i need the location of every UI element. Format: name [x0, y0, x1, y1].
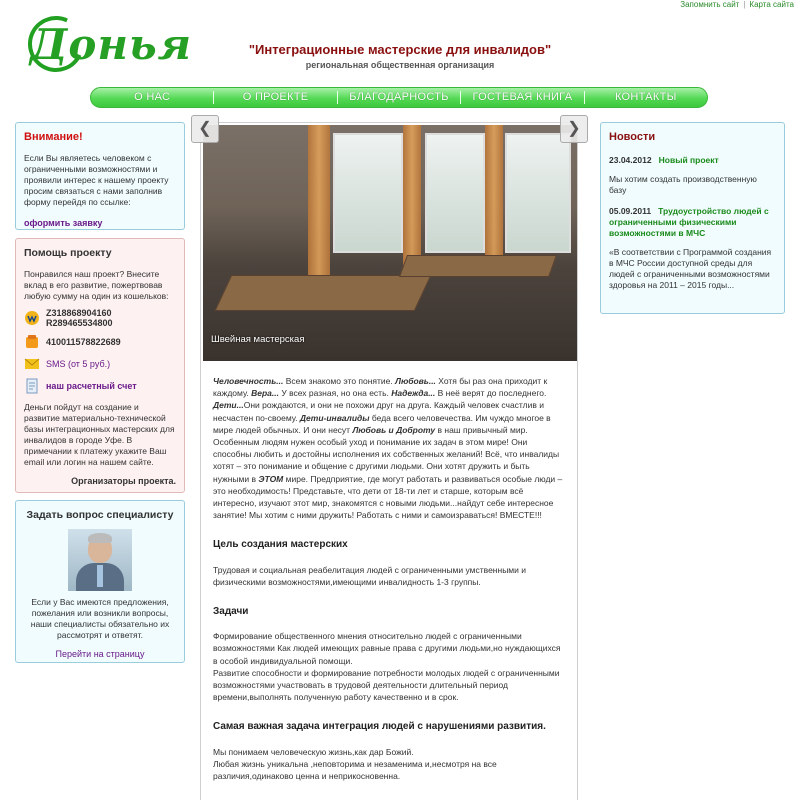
news-item	[609, 155, 776, 196]
wallet-z: Z318868904160	[46, 308, 112, 318]
sitemap-link[interactable]: Карта сайта	[749, 0, 794, 9]
goal-heading: Цель создания мастерских	[213, 539, 348, 551]
news-panel	[600, 122, 785, 314]
tasks-text: Развитие способности и формирование потребности молодых людей с ограниченными возможностями участвовать в трудовой деятельности длительный период времени,выполнять полученную работу качественно и в срок.	[213, 667, 560, 703]
news-title-link[interactable]: Новый проект	[658, 155, 719, 165]
menu-item-project[interactable]: О ПРОЕКТЕ	[242, 91, 309, 103]
account-link[interactable]: наш расчетный счет	[46, 381, 137, 391]
ask-specialist-panel	[15, 500, 185, 663]
intro-paragraph: Человечность... Всем знакомо это понятие. Любовь... Хотя бы раз она приходит к каждому. Вера... У всех разная, но она есть. Надежда... В неё верят до последнего. Дети...Они рождаются, и они не похожи друг на друга. Каждый человек счастлив и несчастен по-своему. Дети-инвалиды беда всего человечества. Им чуждо многое в мире людей обычных. И они несут Любовь и Доброту в наш привычный мир. Особенным людям нужен особый уход и понимание их задач в этом мире! Они способны любить и достойны исполнения их собственных желаний! Всё, что инвалиды хотят – это понимание и общение с другими людьми. Они хотят дружить и быть нужными в ЭТОМ мире. Предприятие, где могут работать и развиваться особые люди – это необходимость! Представьте, что дети от 18-ти лет и старше, которым всё интересно, изучают этот мир, знакомятся с новыми людьми...найдут себе интересное занятие! Мы хотим с ними дружить! Работать с ними и самоизраваться! ВМЕСТЕ!!!	[213, 376, 563, 521]
ask-text: Если у Вас имеются предложения, пожелания или возникли вопросы, наши специалисты обязательно их рассмотрят и ответят.	[30, 597, 170, 640]
slide-caption: Швейная мастерская	[211, 334, 305, 345]
curtain	[485, 125, 503, 275]
news-title-link[interactable]: Трудоустройство людей с ограниченными физическими возможностями в МЧС	[609, 206, 769, 238]
tasks-heading: Задачи	[213, 606, 249, 618]
main-task-heading: Самая важная задача интеграция людей с нарушениями развития.	[213, 721, 546, 733]
goal-text: Трудовая и социальная реабелитация людей с ограниченными умственными и физическими возможностями,имеющими инвалидность 1-3 группы.	[213, 564, 527, 587]
curtain	[403, 125, 421, 275]
ask-title: Задать вопрос специалисту	[26, 509, 174, 521]
tasks-text: Формирование общественного мнения относительно людей с ограниченными возможностями Как людей имеющих равные права с другими людьми,но нуждающихся в особой индивидуальной помощи.	[213, 631, 561, 666]
apply-link[interactable]: оформить заявку	[24, 218, 103, 228]
news-date: 05.09.2011	[609, 206, 652, 216]
help-note: Деньги пойдут на создание и развитие материально-технической базы интеграционных мастерских для инвалидов в городе Уфе. В примечании к платежу укажите Ваш email или логин на нашем сайте.	[24, 402, 175, 467]
window	[505, 133, 571, 253]
sms-icon	[24, 356, 40, 372]
slider-prev-button[interactable]: ❮	[191, 115, 219, 143]
main-content	[200, 122, 578, 800]
news-text: Мы хотим создать производственную базу	[609, 174, 757, 195]
news-text: «В соответствии с Программой создания в МЧС России доступной среды для людей с ограниченными возможностями здоровья на 2011 – 2015 годы...	[609, 247, 772, 290]
news-date: 23.04.2012	[609, 155, 652, 165]
ask-page-link[interactable]: Перейти на страницу	[55, 649, 145, 659]
site-header	[200, 42, 600, 70]
main-task-text: Мы понимаем человеческую жизнь,как дар Божий.	[213, 746, 414, 757]
help-signature: Организаторы проекта.	[71, 476, 176, 486]
wallet-webmoney	[24, 308, 176, 328]
wallet-yandex-number: 410011578822689	[46, 337, 121, 347]
workshop-table	[399, 255, 557, 277]
news-item	[609, 206, 776, 291]
document-icon	[24, 378, 40, 394]
logo-text: Донья	[30, 20, 193, 69]
wallet-sms	[24, 356, 176, 372]
news-heading: Новости	[609, 131, 656, 143]
main-task-text: Любая жизнь уникальна ,неповторима и незаменима и,несмотря на все различия,одинаково ценна и неприкосновенна.	[213, 758, 497, 782]
image-slider	[203, 125, 577, 361]
top-links-separator: |	[743, 0, 746, 9]
wallet-r: R289465534800	[46, 318, 113, 328]
wallet-account	[24, 378, 176, 394]
site-title: "Интеграционные мастерские для инвалидов"	[248, 42, 552, 57]
attention-panel	[15, 122, 185, 230]
window	[333, 133, 403, 253]
site-logo[interactable]	[24, 14, 194, 76]
sms-link[interactable]: SMS (от 5 руб.)	[46, 359, 111, 369]
bookmark-link[interactable]: Запомнить сайт	[680, 0, 740, 9]
yandex-money-icon	[24, 334, 40, 350]
workshop-table	[215, 275, 432, 311]
attention-title: Внимание!	[24, 131, 83, 143]
site-subtitle: региональная общественная организация	[305, 60, 495, 70]
top-links	[680, 0, 794, 9]
specialist-avatar	[68, 529, 132, 591]
main-menu	[90, 87, 708, 108]
wallet-yandex	[24, 334, 176, 350]
article	[213, 375, 567, 782]
window	[425, 133, 485, 253]
help-panel	[15, 238, 185, 493]
help-text: Понравился наш проект? Внесите вклад в его развитие, пожертвовав любую сумму на один из кошельков:	[24, 269, 169, 301]
curtain	[308, 125, 330, 275]
menu-item-thanks[interactable]: БЛАГОДАРНОСТЬ	[349, 91, 449, 103]
webmoney-icon	[24, 310, 40, 326]
menu-item-about[interactable]: О НАС	[134, 91, 171, 103]
menu-item-contacts[interactable]: КОНТАКТЫ	[614, 91, 677, 103]
menu-item-guestbook[interactable]: ГОСТЕВАЯ КНИГА	[472, 91, 573, 103]
attention-text: Если Вы являетесь человеком с ограниченными возможностями и проявили интерес к нашему проекту просим связаться с нами заполнив форму перейдя по ссылке:	[24, 153, 169, 207]
slider-next-button[interactable]: ❯	[560, 115, 588, 143]
help-title: Помощь проекту	[24, 247, 112, 259]
